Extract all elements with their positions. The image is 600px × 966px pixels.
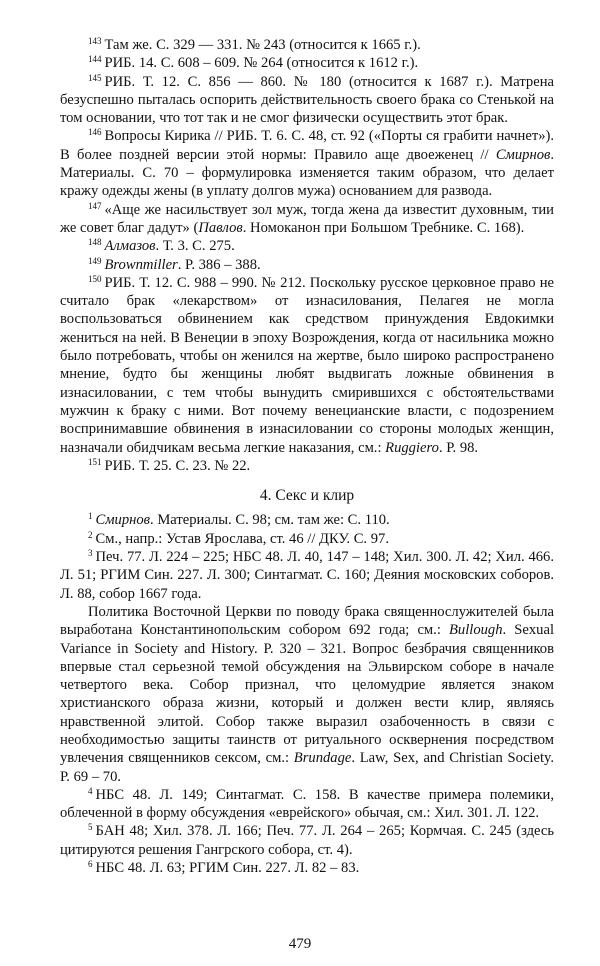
footnote-145: $^{145}$ РИБ. Т. 12. С. 856 — 860. № 180 (относится к 1687 г.). Матрена безуспешно пыталась оспорить действительность своего брака со Стенькой на том основании, что тот так и не смог физически осуществить этот брак.: [60, 72, 554, 127]
footnote-3: $^3$ Печ. 77. Л. 224 – 225; НБС 48. Л. 40, 147 – 148; Хил. 300. Л. 42; Хил. 466. Л. 51; РГИМ Син. 227. Л. 300; Синтагмат. С. 160; Деяния московских соборов. Л. 88, собор 1667 года.: [60, 548, 554, 602]
footnote-6: $^6$ НБС 48. Л. 63; РГИМ Син. 227. Л. 82 – 83.: [88, 859, 360, 877]
body-paragraph: Политика Восточной Церкви по поводу брака священнослужителей была выработана Константинопольским собором 692 года; см.: Bullough. Sexual Variance in Society and History. Р. 320 – 321. Вопрос безбрачия священников впервые стал серьезной темой обсуждения на Эльвирском соборе в начале четвертого века. Собор признал, что целомудрие является знаком христианского образа жизни, который и должен вести клир, являясь нравственной элитой. Собор также выразил озабоченность в связи с необходимостью защиты таинств от ритуального осквернения посредством увлечения священников сексом, см.: Brundage. Law, Sex, and Christian Society. Р. 69 – 70.: [60, 603, 555, 785]
page-number: 479: [288, 936, 312, 952]
footnote-5: $^5$ БАН 48; Хил. 378. Л. 166; Печ. 77. Л. 264 – 265; Кормчая. С. 245 (здесь цитируются решения Гангрского собора, ст. 4).: [60, 822, 554, 858]
footnote-1: $^1$ Смирнов. Материалы. С. 98; см. там же: С. 110.: [88, 511, 390, 529]
footnote-150: $^{150}$ РИБ. Т. 12. С. 988 – 990. № 212. Поскольку русское церковное право не считало брак «лекарством» от изнасилования, Пелагея не могла воспользоваться обвинением как средством принуждения Евдокимки жениться на ней. В Венеции в эпоху Возрождения, когда от насильника можно было потребовать, чтобы он женился на жертве, было широко распространено мнение, будто бы женщины любят выдвигать ложные обвинения в изнасиловании, с тем чтобы вынудить смирившихся с обстоятельствами мужчин к браку с ними. Вот почему венецианские власти, с подозрением воспринимавшие обвинения в изнасиловании со стороны молодых женщин, назначали обидчикам весьма легкие наказания, см.: Ruggiero. Р. 98.: [60, 273, 554, 456]
footnote-149: $^{149}$ Brownmiller. Р. 386 – 388.: [88, 255, 261, 273]
text-block: [60, 36, 554, 877]
footnote-147: $^{147}$ «Аще же насильствует зол муж, тогда жена да известит духовным, тии же совет благ дадут» (Павлов. Номоканон при Большом Требнике. С. 168).: [60, 200, 554, 236]
footnote-148: $^{148}$ Алмазов. Т. 3. С. 275.: [88, 237, 235, 255]
footnote-146: $^{146}$ Вопросы Кирика // РИБ. Т. 6. С. 48, ст. 92 («Порты ся грабити начнет»). В более поздней версии этой нормы: Правило аще двоеженец // Смирнов. Материалы. С. 70 – формулировка изменяется таким образом, что делает кражу одежды жены (в уплату долгов мужа) основанием для развода.: [60, 127, 554, 200]
footnote-143: $^{143}$ Там же. С. 329 — 331. № 243 (относится к 1665 г.).: [88, 36, 421, 53]
footnote-144: $^{144}$ РИБ. 14. С. 608 – 609. № 264 (относится к 1612 г.).: [88, 54, 419, 72]
footnote-151: $^{151}$ РИБ. Т. 25. С. 23. № 22.: [88, 456, 251, 474]
section-heading: 4. Секс и клир: [259, 487, 355, 505]
footnote-2: $^2$ См., напр.: Устав Ярослава, ст. 46 // ДКУ. С. 97.: [88, 529, 389, 547]
footnote-4: $^4$ НБС 48. Л. 149; Синтагмат. С. 158. В качестве примера полемики, облеченной в форму обсуждения «еврейского» обычая, см.: Хил. 301. Л. 122.: [60, 785, 554, 822]
